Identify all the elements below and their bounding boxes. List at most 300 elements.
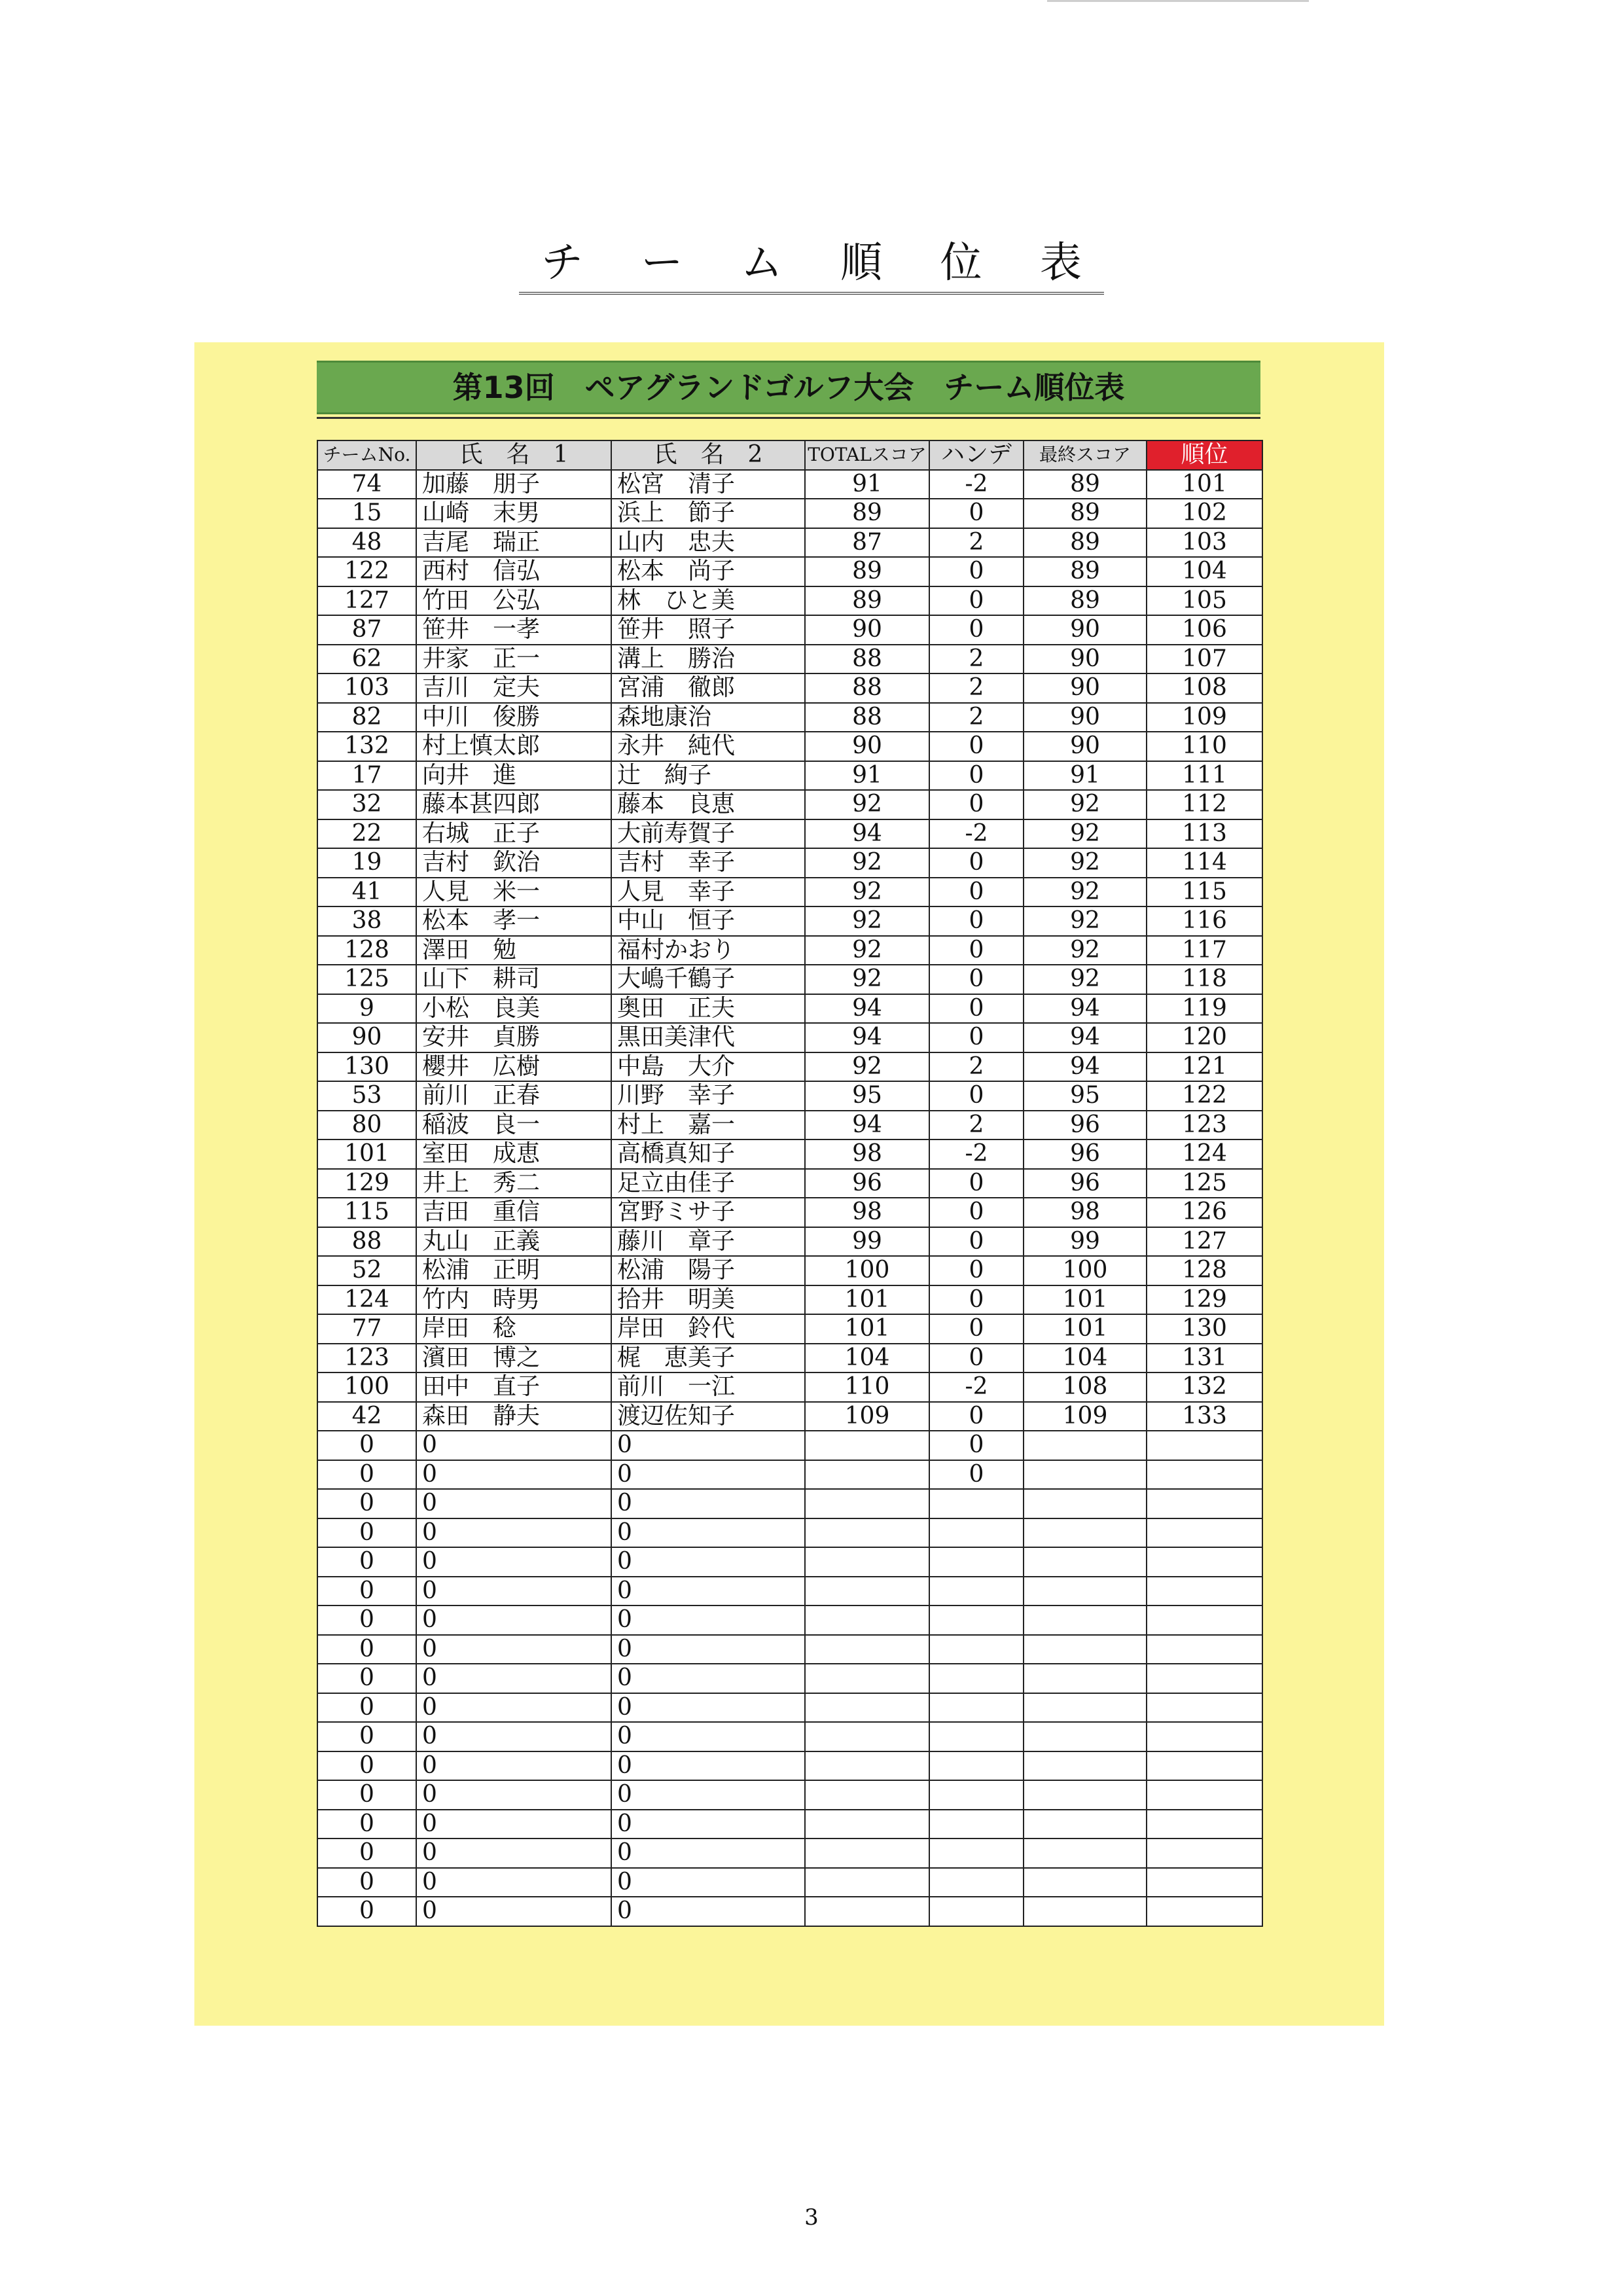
rank-cell: 115: [1147, 878, 1262, 907]
table-row: [317, 1023, 1262, 1052]
rank-cell: [1147, 1897, 1262, 1926]
handicap-cell: -2: [929, 470, 1024, 499]
handicap-cell: [929, 1518, 1024, 1548]
table-row: [317, 790, 1262, 819]
rank-cell: 128: [1147, 1256, 1262, 1285]
rank-cell: 103: [1147, 528, 1262, 558]
name-2-cell: 0: [611, 1722, 805, 1751]
name-1-cell: 0: [416, 1547, 611, 1577]
rank-cell: 109: [1147, 703, 1262, 732]
handicap-cell: 0: [929, 615, 1024, 645]
table-row: [317, 1460, 1262, 1490]
handicap-cell: [929, 1751, 1024, 1781]
final-score-cell: 101: [1024, 1314, 1147, 1344]
handicap-cell: 0: [929, 1460, 1024, 1490]
handicap-cell: -2: [929, 1139, 1024, 1169]
team-ranking-table: [317, 440, 1263, 1927]
rank-cell: [1147, 1664, 1262, 1693]
name-1-cell: 村上慎太郎: [416, 732, 611, 761]
name-1-cell: 0: [416, 1460, 611, 1490]
name-1-cell: 森田 静夫: [416, 1402, 611, 1431]
page-number: 3: [804, 2204, 819, 2231]
total-score-cell: 89: [805, 586, 929, 616]
name-2-cell: 0: [611, 1810, 805, 1839]
name-2-cell: 0: [611, 1605, 805, 1635]
name-1-cell: 山崎 末男: [416, 499, 611, 528]
rank-cell: 121: [1147, 1052, 1262, 1082]
total-score-cell: 95: [805, 1081, 929, 1111]
team-no-cell: 9: [317, 994, 416, 1024]
final-score-cell: [1024, 1664, 1147, 1693]
name-2-cell: 拾井 明美: [611, 1285, 805, 1315]
rank-cell: [1147, 1431, 1262, 1460]
total-score-cell: 101: [805, 1285, 929, 1315]
team-no-cell: 52: [317, 1256, 416, 1285]
handicap-cell: 0: [929, 1169, 1024, 1198]
rank-cell: 127: [1147, 1227, 1262, 1257]
name-1-cell: 加藤 朋子: [416, 470, 611, 499]
total-score-cell: 88: [805, 703, 929, 732]
total-score-cell: 92: [805, 936, 929, 965]
total-score-cell: 88: [805, 673, 929, 703]
total-score-cell: [805, 1605, 929, 1635]
rank-cell: 113: [1147, 819, 1262, 849]
name-2-cell: 村上 嘉一: [611, 1111, 805, 1140]
page-title-text: チ ー ム 順 位 表: [519, 229, 1104, 295]
name-2-cell: 宮野ミサ子: [611, 1198, 805, 1227]
final-score-cell: 92: [1024, 965, 1147, 994]
name-1-cell: 櫻井 広樹: [416, 1052, 611, 1082]
rank-cell: 116: [1147, 906, 1262, 936]
team-no-cell: 0: [317, 1518, 416, 1548]
name-2-cell: 松浦 陽子: [611, 1256, 805, 1285]
total-score-cell: 91: [805, 761, 929, 791]
total-score-cell: [805, 1547, 929, 1577]
team-no-cell: 123: [317, 1344, 416, 1373]
team-no-cell: 0: [317, 1722, 416, 1751]
name-2-cell: 川野 幸子: [611, 1081, 805, 1111]
final-score-cell: 90: [1024, 615, 1147, 645]
final-score-cell: 89: [1024, 586, 1147, 616]
table-row: [317, 1897, 1262, 1926]
table-row: [317, 1372, 1262, 1402]
team-no-cell: 101: [317, 1139, 416, 1169]
name-1-cell: 吉村 欽治: [416, 848, 611, 878]
name-2-cell: 渡辺佐知子: [611, 1402, 805, 1431]
team-no-cell: 100: [317, 1372, 416, 1402]
name-1-cell: 吉尾 瑞正: [416, 528, 611, 558]
total-score-cell: [805, 1722, 929, 1751]
team-no-cell: 19: [317, 848, 416, 878]
team-no-cell: 0: [317, 1547, 416, 1577]
rank-cell: [1147, 1693, 1262, 1723]
table-row: [317, 1722, 1262, 1751]
rank-cell: 101: [1147, 470, 1262, 499]
rank-cell: [1147, 1780, 1262, 1810]
handicap-cell: 0: [929, 557, 1024, 586]
table-row: [317, 848, 1262, 878]
final-score-cell: 92: [1024, 819, 1147, 849]
name-2-cell: 藤川 章子: [611, 1227, 805, 1257]
final-score-cell: 96: [1024, 1139, 1147, 1169]
final-score-cell: [1024, 1431, 1147, 1460]
team-no-cell: 0: [317, 1460, 416, 1490]
team-no-cell: 0: [317, 1489, 416, 1518]
total-score-cell: [805, 1664, 929, 1693]
team-no-cell: 115: [317, 1198, 416, 1227]
name-1-cell: 0: [416, 1693, 611, 1723]
table-row: [317, 1810, 1262, 1839]
name-2-cell: 0: [611, 1577, 805, 1606]
rank-cell: 117: [1147, 936, 1262, 965]
table-row: [317, 586, 1262, 616]
team-no-cell: 0: [317, 1868, 416, 1897]
name-1-cell: 0: [416, 1897, 611, 1926]
table-row: [317, 906, 1262, 936]
name-2-cell: 奥田 正夫: [611, 994, 805, 1024]
total-score-cell: 94: [805, 994, 929, 1024]
team-no-cell: 103: [317, 673, 416, 703]
rank-cell: [1147, 1547, 1262, 1577]
team-no-cell: 80: [317, 1111, 416, 1140]
handicap-cell: [929, 1547, 1024, 1577]
table-row: [317, 1169, 1262, 1198]
table-row: [317, 1344, 1262, 1373]
name-1-cell: 0: [416, 1722, 611, 1751]
total-score-cell: 92: [805, 965, 929, 994]
total-score-cell: 92: [805, 906, 929, 936]
rank-cell: [1147, 1635, 1262, 1664]
team-no-cell: 129: [317, 1169, 416, 1198]
header-total-score: TOTALスコア: [805, 440, 929, 470]
name-2-cell: 0: [611, 1693, 805, 1723]
name-1-cell: 0: [416, 1868, 611, 1897]
team-no-cell: 88: [317, 1227, 416, 1257]
rank-cell: [1147, 1839, 1262, 1868]
final-score-cell: 96: [1024, 1111, 1147, 1140]
rank-cell: [1147, 1810, 1262, 1839]
total-score-cell: [805, 1839, 929, 1868]
name-1-cell: 0: [416, 1577, 611, 1606]
team-no-cell: 125: [317, 965, 416, 994]
handicap-cell: 0: [929, 1314, 1024, 1344]
final-score-cell: 96: [1024, 1169, 1147, 1198]
team-no-cell: 53: [317, 1081, 416, 1111]
table-row: [317, 936, 1262, 965]
final-score-cell: [1024, 1839, 1147, 1868]
table-row: [317, 1139, 1262, 1169]
name-2-cell: 0: [611, 1897, 805, 1926]
handicap-cell: [929, 1693, 1024, 1723]
rank-cell: [1147, 1751, 1262, 1781]
total-score-cell: 96: [805, 1169, 929, 1198]
table-row: [317, 1547, 1262, 1577]
team-no-cell: 0: [317, 1780, 416, 1810]
handicap-cell: [929, 1489, 1024, 1518]
name-1-cell: 竹内 時男: [416, 1285, 611, 1315]
final-score-cell: 89: [1024, 499, 1147, 528]
team-no-cell: 130: [317, 1052, 416, 1082]
total-score-cell: 104: [805, 1344, 929, 1373]
final-score-cell: 94: [1024, 1023, 1147, 1052]
name-2-cell: 森地康治: [611, 703, 805, 732]
team-no-cell: 0: [317, 1664, 416, 1693]
table-row: [317, 1431, 1262, 1460]
handicap-cell: 0: [929, 878, 1024, 907]
name-2-cell: 宮浦 徹郎: [611, 673, 805, 703]
table-row: [317, 1868, 1262, 1897]
name-2-cell: 浜上 節子: [611, 499, 805, 528]
handicap-cell: [929, 1664, 1024, 1693]
team-no-cell: 38: [317, 906, 416, 936]
table-body: [317, 470, 1262, 1926]
name-1-cell: 岸田 稔: [416, 1314, 611, 1344]
table-row: [317, 965, 1262, 994]
final-score-cell: 89: [1024, 528, 1147, 558]
team-no-cell: 132: [317, 732, 416, 761]
name-1-cell: 西村 信弘: [416, 557, 611, 586]
table-row: [317, 1198, 1262, 1227]
table-row: [317, 1081, 1262, 1111]
name-2-cell: 中山 恒子: [611, 906, 805, 936]
table-row: [317, 1635, 1262, 1664]
handicap-cell: 0: [929, 586, 1024, 616]
table-row: [317, 615, 1262, 645]
final-score-cell: 94: [1024, 1052, 1147, 1082]
rank-cell: 132: [1147, 1372, 1262, 1402]
table-row: [317, 1664, 1262, 1693]
final-score-cell: 109: [1024, 1402, 1147, 1431]
total-score-cell: 92: [805, 790, 929, 819]
team-no-cell: 0: [317, 1605, 416, 1635]
rank-cell: 120: [1147, 1023, 1262, 1052]
name-1-cell: 松本 孝一: [416, 906, 611, 936]
name-1-cell: 井上 秀二: [416, 1169, 611, 1198]
name-2-cell: 林 ひと美: [611, 586, 805, 616]
handicap-cell: 0: [929, 906, 1024, 936]
table-row: [317, 1577, 1262, 1606]
table-row: [317, 1256, 1262, 1285]
name-1-cell: 向井 進: [416, 761, 611, 791]
team-no-cell: 0: [317, 1839, 416, 1868]
rank-cell: 131: [1147, 1344, 1262, 1373]
rank-cell: 104: [1147, 557, 1262, 586]
name-2-cell: 0: [611, 1460, 805, 1490]
final-score-cell: [1024, 1868, 1147, 1897]
rank-cell: 119: [1147, 994, 1262, 1024]
total-score-cell: [805, 1577, 929, 1606]
table-row: [317, 703, 1262, 732]
handicap-cell: 2: [929, 528, 1024, 558]
handicap-cell: 0: [929, 1402, 1024, 1431]
name-2-cell: 0: [611, 1518, 805, 1548]
team-no-cell: 0: [317, 1751, 416, 1781]
name-1-cell: 0: [416, 1839, 611, 1868]
name-1-cell: 0: [416, 1751, 611, 1781]
team-no-cell: 0: [317, 1577, 416, 1606]
team-no-cell: 42: [317, 1402, 416, 1431]
handicap-cell: 2: [929, 645, 1024, 674]
name-1-cell: 小松 良美: [416, 994, 611, 1024]
handicap-cell: 0: [929, 848, 1024, 878]
name-2-cell: 松本 尚子: [611, 557, 805, 586]
handicap-cell: [929, 1868, 1024, 1897]
rank-cell: [1147, 1868, 1262, 1897]
header-handicap: ハンデ: [929, 440, 1024, 470]
rank-cell: [1147, 1577, 1262, 1606]
name-2-cell: 吉村 幸子: [611, 848, 805, 878]
rank-cell: 118: [1147, 965, 1262, 994]
handicap-cell: [929, 1722, 1024, 1751]
final-score-cell: [1024, 1693, 1147, 1723]
rank-cell: 102: [1147, 499, 1262, 528]
total-score-cell: 94: [805, 1111, 929, 1140]
rank-cell: 125: [1147, 1169, 1262, 1198]
name-2-cell: 0: [611, 1868, 805, 1897]
final-score-cell: 90: [1024, 703, 1147, 732]
team-no-cell: 0: [317, 1810, 416, 1839]
table-row: [317, 1227, 1262, 1257]
name-1-cell: 右城 正子: [416, 819, 611, 849]
handicap-cell: [929, 1839, 1024, 1868]
handicap-cell: 0: [929, 965, 1024, 994]
header-rank: 順位: [1147, 440, 1262, 470]
name-2-cell: 足立由佳子: [611, 1169, 805, 1198]
handicap-cell: 2: [929, 673, 1024, 703]
name-2-cell: 辻 絢子: [611, 761, 805, 791]
name-2-cell: 中島 大介: [611, 1052, 805, 1082]
final-score-cell: 91: [1024, 761, 1147, 791]
name-2-cell: 人見 幸子: [611, 878, 805, 907]
name-2-cell: 大前寿賀子: [611, 819, 805, 849]
final-score-cell: [1024, 1605, 1147, 1635]
table-row: [317, 732, 1262, 761]
table-row: [317, 1314, 1262, 1344]
name-2-cell: 前川 一江: [611, 1372, 805, 1402]
name-1-cell: 0: [416, 1431, 611, 1460]
total-score-cell: 89: [805, 499, 929, 528]
name-2-cell: 0: [611, 1635, 805, 1664]
name-1-cell: 竹田 公弘: [416, 586, 611, 616]
name-1-cell: 田中 直子: [416, 1372, 611, 1402]
page-title: [0, 229, 1623, 295]
total-score-cell: [805, 1518, 929, 1548]
table-row: [317, 994, 1262, 1024]
name-1-cell: 0: [416, 1635, 611, 1664]
total-score-cell: 98: [805, 1139, 929, 1169]
total-score-cell: 94: [805, 1023, 929, 1052]
name-1-cell: 室田 成恵: [416, 1139, 611, 1169]
table-row: [317, 1839, 1262, 1868]
handicap-cell: [929, 1780, 1024, 1810]
final-score-cell: 101: [1024, 1285, 1147, 1315]
total-score-cell: 88: [805, 645, 929, 674]
table-row: [317, 470, 1262, 499]
final-score-cell: [1024, 1897, 1147, 1926]
final-score-cell: 90: [1024, 673, 1147, 703]
table-row: [317, 1693, 1262, 1723]
rank-cell: [1147, 1605, 1262, 1635]
total-score-cell: 92: [805, 848, 929, 878]
table-header-row: [317, 440, 1262, 470]
handicap-cell: 0: [929, 790, 1024, 819]
final-score-cell: 92: [1024, 848, 1147, 878]
team-no-cell: 0: [317, 1431, 416, 1460]
name-1-cell: 松浦 正明: [416, 1256, 611, 1285]
name-1-cell: 吉川 定夫: [416, 673, 611, 703]
handicap-cell: [929, 1810, 1024, 1839]
final-score-cell: 94: [1024, 994, 1147, 1024]
rank-cell: 123: [1147, 1111, 1262, 1140]
table-row: [317, 761, 1262, 791]
name-1-cell: 人見 米一: [416, 878, 611, 907]
name-1-cell: 0: [416, 1780, 611, 1810]
rank-cell: [1147, 1722, 1262, 1751]
name-1-cell: 0: [416, 1518, 611, 1548]
rank-cell: 129: [1147, 1285, 1262, 1315]
name-2-cell: 高橋真知子: [611, 1139, 805, 1169]
table-row: [317, 499, 1262, 528]
rank-cell: [1147, 1518, 1262, 1548]
table-row: [317, 1489, 1262, 1518]
name-2-cell: 松宮 清子: [611, 470, 805, 499]
total-score-cell: 90: [805, 615, 929, 645]
team-no-cell: 0: [317, 1897, 416, 1926]
table-row: [317, 645, 1262, 674]
final-score-cell: 89: [1024, 470, 1147, 499]
table-row: [317, 878, 1262, 907]
name-2-cell: 0: [611, 1839, 805, 1868]
handicap-cell: 0: [929, 1256, 1024, 1285]
scan-edge-line: [1047, 0, 1309, 2]
total-score-cell: 94: [805, 819, 929, 849]
name-1-cell: 山下 耕司: [416, 965, 611, 994]
rank-cell: 133: [1147, 1402, 1262, 1431]
name-1-cell: 濱田 博之: [416, 1344, 611, 1373]
team-no-cell: 82: [317, 703, 416, 732]
rank-cell: 107: [1147, 645, 1262, 674]
handicap-cell: 0: [929, 1023, 1024, 1052]
total-score-cell: 92: [805, 1052, 929, 1082]
final-score-cell: 89: [1024, 557, 1147, 586]
name-2-cell: 梶 恵美子: [611, 1344, 805, 1373]
table-row: [317, 673, 1262, 703]
final-score-cell: 95: [1024, 1081, 1147, 1111]
total-score-cell: 89: [805, 557, 929, 586]
handicap-cell: [929, 1577, 1024, 1606]
total-score-cell: [805, 1780, 929, 1810]
team-no-cell: 0: [317, 1635, 416, 1664]
rank-cell: 124: [1147, 1139, 1262, 1169]
handicap-cell: 0: [929, 1431, 1024, 1460]
handicap-cell: 2: [929, 1052, 1024, 1082]
final-score-cell: [1024, 1547, 1147, 1577]
table-row: [317, 1052, 1262, 1082]
handicap-cell: 0: [929, 1081, 1024, 1111]
handicap-cell: [929, 1635, 1024, 1664]
final-score-cell: 99: [1024, 1227, 1147, 1257]
name-2-cell: 福村かおり: [611, 936, 805, 965]
table-row: [317, 1751, 1262, 1781]
header-name-1: 氏 名 1: [416, 440, 611, 470]
handicap-cell: 0: [929, 1344, 1024, 1373]
rank-cell: 122: [1147, 1081, 1262, 1111]
team-no-cell: 15: [317, 499, 416, 528]
name-2-cell: 山内 忠夫: [611, 528, 805, 558]
final-score-cell: 104: [1024, 1344, 1147, 1373]
team-no-cell: 48: [317, 528, 416, 558]
total-score-cell: [805, 1431, 929, 1460]
